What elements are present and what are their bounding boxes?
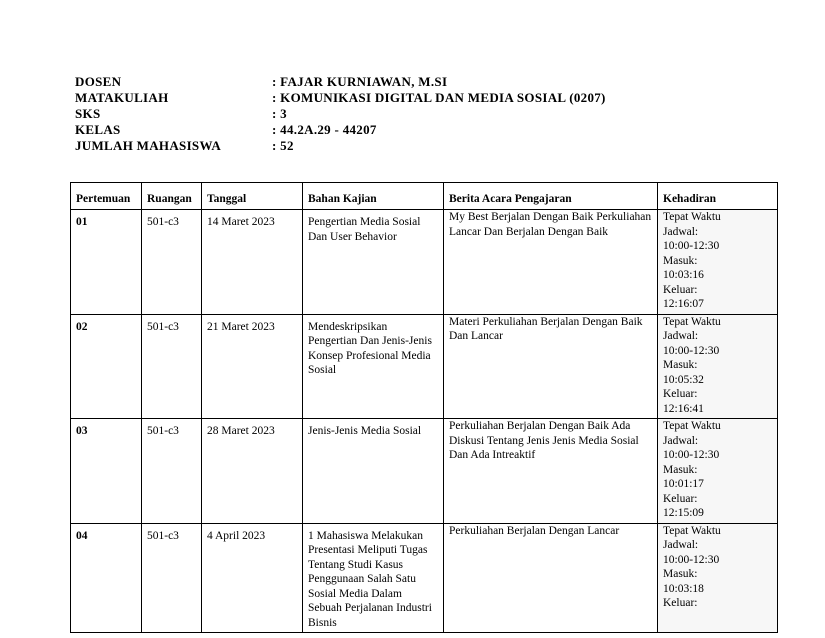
- cell-berita-acara: Perkuliahan Berjalan Dengan Lancar: [444, 523, 658, 633]
- kehadiran-keluar-label: Keluar:: [663, 492, 698, 505]
- kehadiran-jadwal-label: Jadwal:: [663, 539, 699, 551]
- info-row-matakuliah: [75, 90, 606, 106]
- cell-berita-acara: Materi Perkuliahan Berjalan Dengan Baik Dan Lancar: [444, 314, 658, 419]
- kehadiran-keluar-value: 12:16:07: [663, 298, 704, 310]
- table-row: [71, 314, 778, 419]
- cell-bahan-kajian: Pengertian Media Sosial Dan User Behavior: [303, 210, 444, 315]
- info-label: DOSEN: [75, 74, 122, 89]
- cell-tanggal: 14 Maret 2023: [202, 210, 303, 315]
- cell-pertemuan: 03: [71, 419, 142, 524]
- cell-kehadiran: [658, 314, 778, 419]
- column-header-bahan-kajian: Bahan Kajian: [303, 183, 444, 210]
- column-header-berita-acara: Berita Acara Pengajaran: [444, 183, 658, 210]
- kehadiran-masuk-value: 10:03:18: [663, 582, 704, 595]
- kehadiran-jadwal-value: 10:00-12:30: [663, 553, 720, 566]
- kehadiran-jadwal-label: Jadwal:: [663, 434, 699, 447]
- info-value: : 52: [272, 138, 294, 153]
- kehadiran-status: Tepat Waktu: [663, 420, 721, 432]
- cell-ruangan: 501-c3: [142, 210, 202, 315]
- info-label: MATAKULIAH: [75, 90, 169, 105]
- cell-bahan-kajian: Jenis-Jenis Media Sosial: [303, 419, 444, 524]
- kehadiran-status: Tepat Waktu: [663, 524, 721, 537]
- kehadiran-keluar-value: 12:16:41: [663, 402, 704, 415]
- kehadiran-jadwal-label: Jadwal:: [663, 225, 699, 238]
- kehadiran-masuk-value: 10:03:16: [663, 269, 704, 281]
- info-value: : KOMUNIKASI DIGITAL DAN MEDIA SOSIAL (0207): [272, 90, 606, 105]
- info-row-kelas: [75, 122, 606, 138]
- table-header-row: [71, 183, 778, 210]
- cell-bahan-kajian: Mendeskripsikan Pengertian Dan Jenis-Jenis Konsep Profesional Media Sosial: [303, 314, 444, 419]
- cell-pertemuan: 04: [71, 523, 142, 633]
- cell-tanggal: 21 Maret 2023: [202, 314, 303, 419]
- course-info: [75, 74, 606, 154]
- cell-bahan-kajian: 1 Mahasiswa Melakukan Presentasi Meliputi Tugas Tentang Studi Kasus Penggunaan Salah Satu Sosial Media Dalam Sebuah Perjalanan Industri Bisnis: [303, 523, 444, 633]
- info-label: JUMLAH MAHASISWA: [75, 138, 222, 153]
- info-value: : FAJAR KURNIAWAN, M.SI: [272, 74, 448, 89]
- kehadiran-keluar-label: Keluar:: [663, 283, 698, 296]
- column-header-pertemuan: Pertemuan: [71, 183, 142, 210]
- info-value: : 3: [272, 106, 287, 121]
- kehadiran-status: Tepat Waktu: [663, 211, 721, 223]
- info-row-dosen: [75, 74, 606, 90]
- info-label: KELAS: [75, 122, 121, 137]
- kehadiran-status: Tepat Waktu: [663, 315, 721, 328]
- cell-ruangan: 501-c3: [142, 314, 202, 419]
- column-header-kehadiran: Kehadiran: [658, 183, 778, 210]
- kehadiran-jadwal-label: Jadwal:: [663, 330, 699, 342]
- kehadiran-masuk-value: 10:05:32: [663, 373, 704, 386]
- kehadiran-keluar-label: Keluar:: [663, 597, 698, 609]
- kehadiran-masuk-label: Masuk:: [663, 254, 698, 267]
- cell-berita-acara: My Best Berjalan Dengan Baik Perkuliahan Lancar Dan Berjalan Dengan Baik: [444, 210, 658, 315]
- kehadiran-masuk-label: Masuk:: [663, 568, 698, 580]
- cell-pertemuan: 01: [71, 210, 142, 315]
- attendance-table: [70, 182, 778, 633]
- cell-kehadiran: [658, 523, 778, 633]
- cell-kehadiran: [658, 210, 778, 315]
- kehadiran-jadwal-value: 10:00-12:30: [663, 240, 720, 252]
- cell-kehadiran: [658, 419, 778, 524]
- table-row: [71, 210, 778, 315]
- column-header-tanggal: Tanggal: [202, 183, 303, 210]
- info-row-sks: [75, 106, 606, 122]
- cell-tanggal: 28 Maret 2023: [202, 419, 303, 524]
- kehadiran-masuk-value: 10:01:17: [663, 478, 704, 490]
- cell-ruangan: 501-c3: [142, 419, 202, 524]
- column-header-ruangan: Ruangan: [142, 183, 202, 210]
- info-label: SKS: [75, 106, 101, 121]
- cell-berita-acara: Perkuliahan Berjalan Dengan Baik Ada Diskusi Tentang Jenis Jenis Media Sosial Dan Ada Intreaktif: [444, 419, 658, 524]
- info-value: : 44.2A.29 - 44207: [272, 122, 377, 137]
- kehadiran-masuk-label: Masuk:: [663, 463, 698, 476]
- kehadiran-jadwal-value: 10:00-12:30: [663, 344, 720, 357]
- cell-tanggal: 4 April 2023: [202, 523, 303, 633]
- kehadiran-masuk-label: Masuk:: [663, 359, 698, 371]
- cell-pertemuan: 02: [71, 314, 142, 419]
- table-row: [71, 419, 778, 524]
- table-row: [71, 523, 778, 633]
- cell-ruangan: 501-c3: [142, 523, 202, 633]
- kehadiran-keluar-value: 12:15:09: [663, 507, 704, 519]
- kehadiran-keluar-label: Keluar:: [663, 388, 698, 400]
- info-row-jumlah-mahasiswa: [75, 138, 606, 154]
- kehadiran-jadwal-value: 10:00-12:30: [663, 449, 720, 461]
